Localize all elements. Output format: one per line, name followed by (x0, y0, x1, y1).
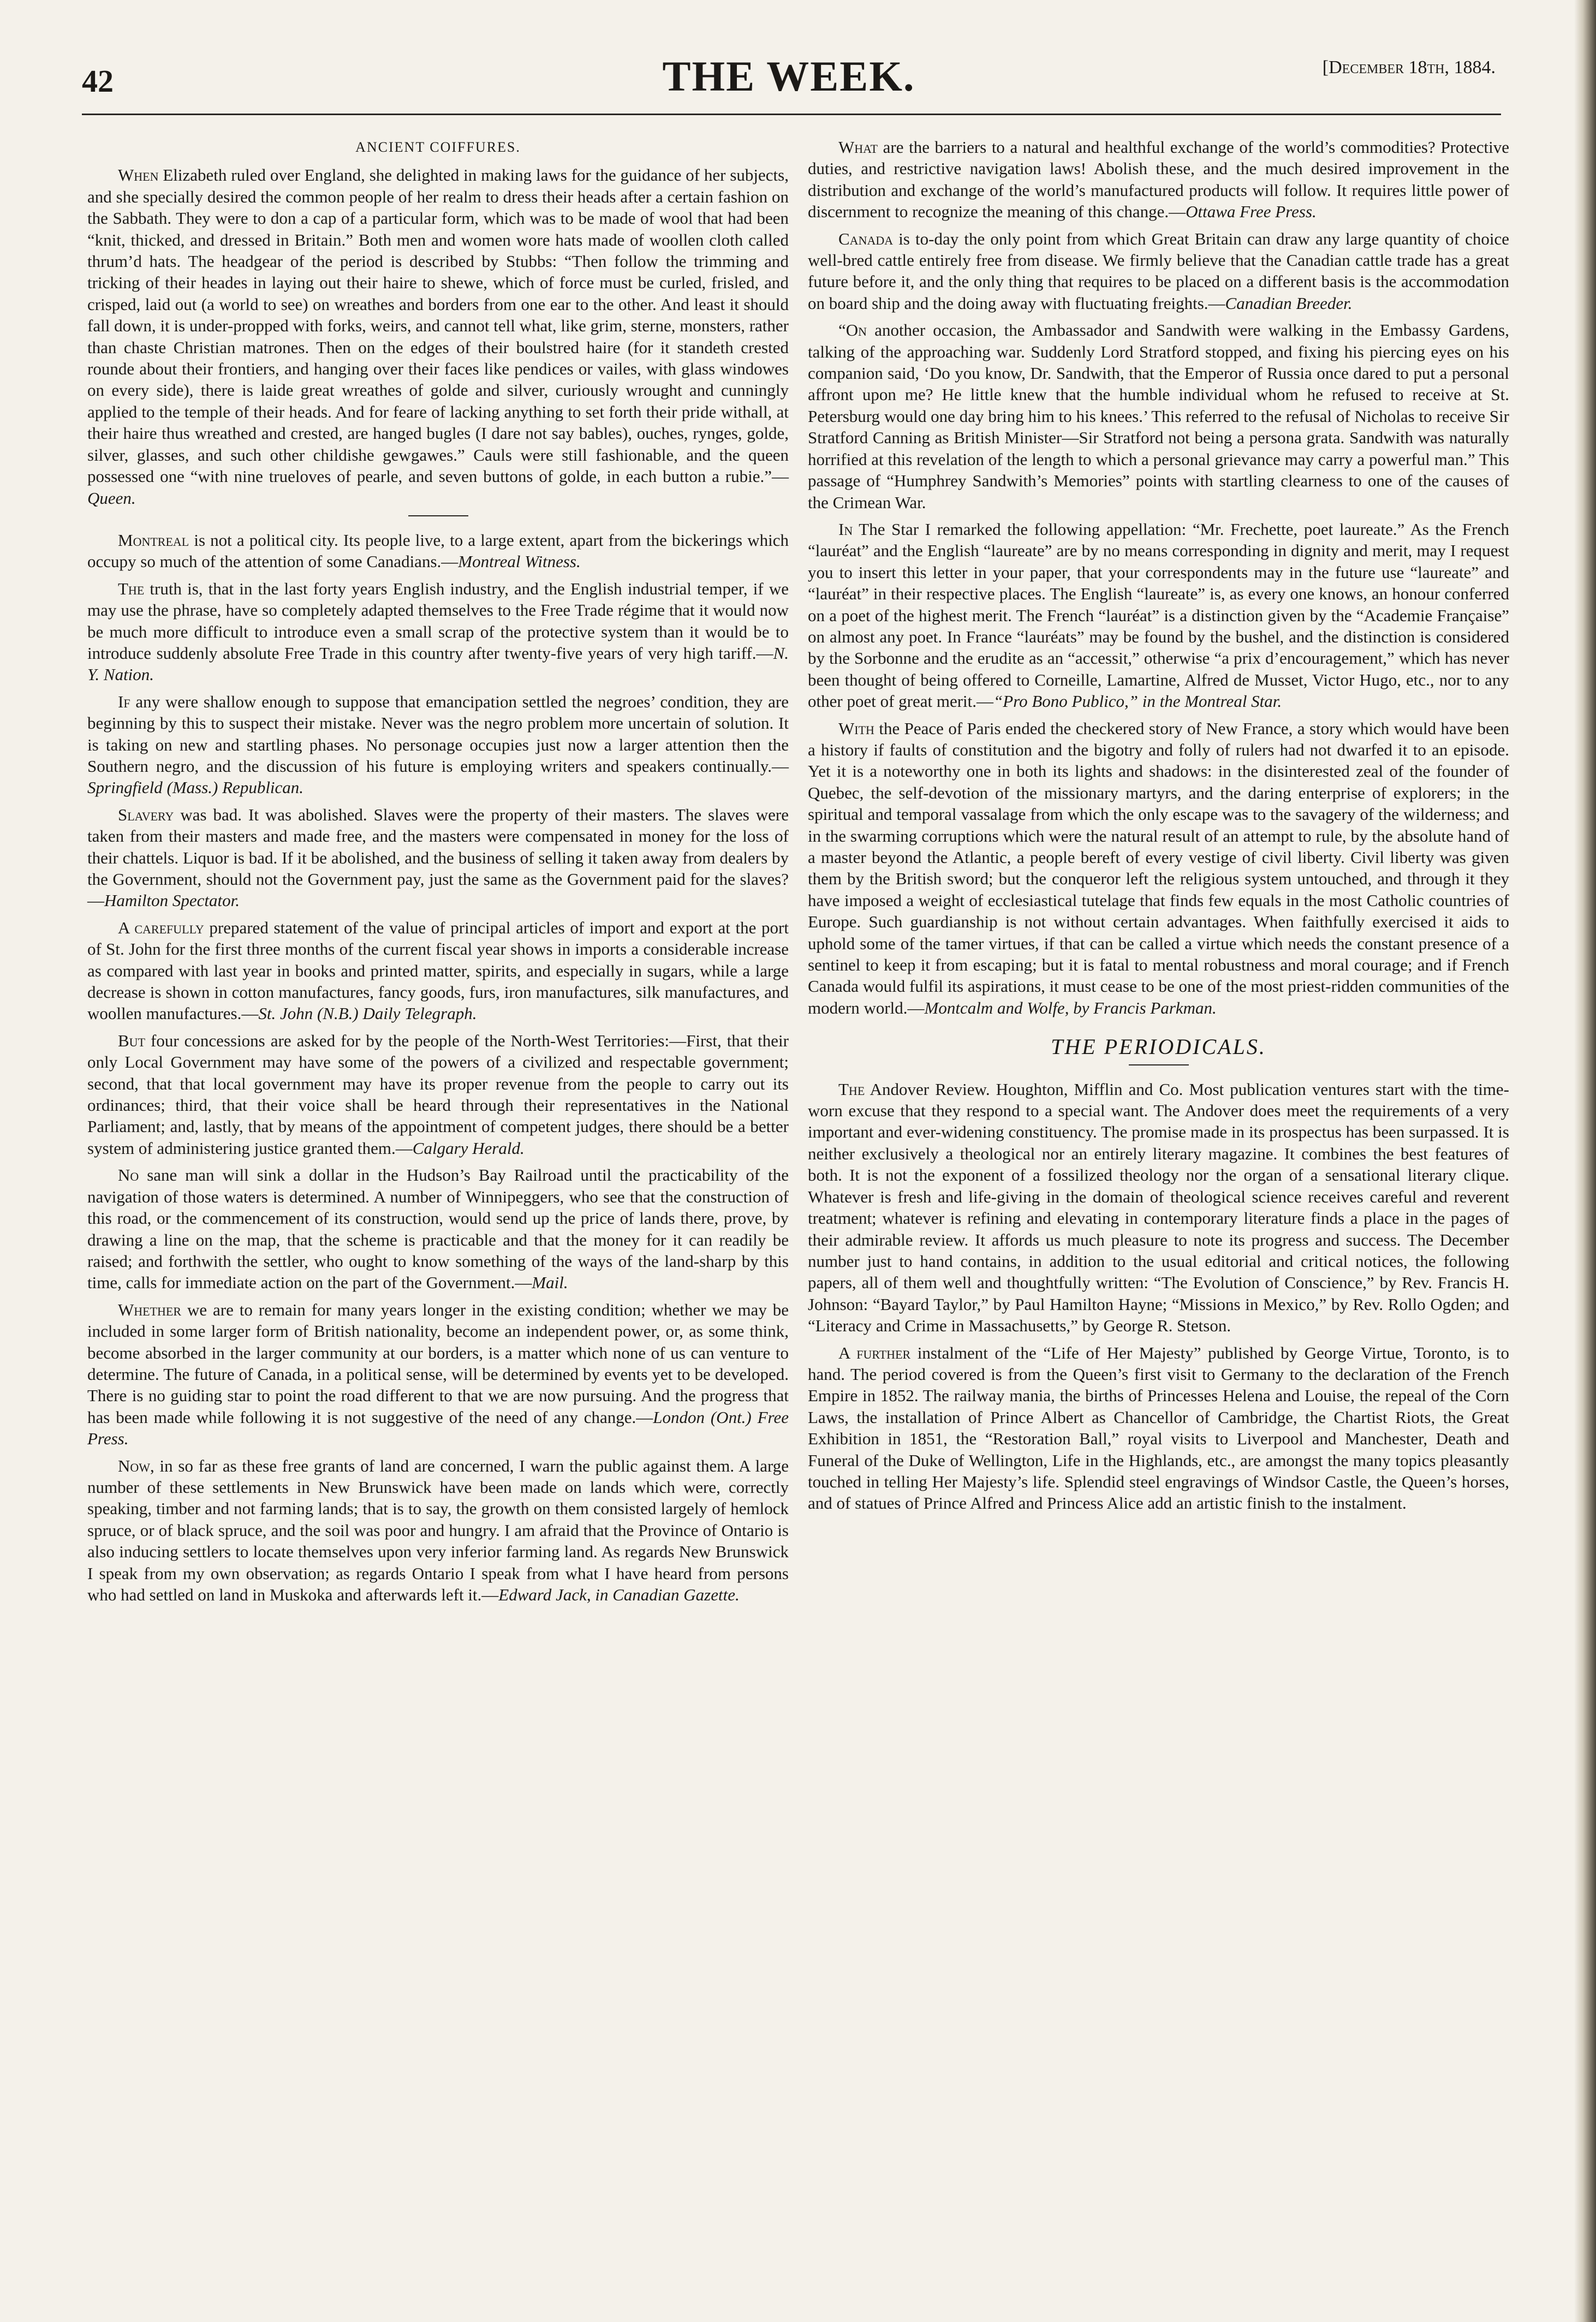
section-heading: THE PERIODICALS. (1051, 1034, 1266, 1059)
paragraph: Whether we are to remain for many years longer in the existing condition; whether we may be included in some larger form of British nationality, become an independent power, or, as some think, become absorbed in the larger community at our borders, is a matter which none of us can venture to determine. The future of Canada, in a political sense, will be determined by events yet to be developed. There is no guiding star to point the road different to that we are now pursuing. And the progress that has been made while following it is not suggestive of the need of any change.—London (Ont.) Free Press. (87, 1300, 789, 1449)
paragraph: Slavery was bad. It was abolished. Slaves were the property of their masters. The slaves were taken from their masters and made free, and the masters were compensated in money for the loss of their chattels. Liquor is bad. If it be abolished, and the business of selling it taken away from dealers by the Government, should not the Government pay, just the same as the Government paid for the slaves?—Hamilton Spectator. (87, 805, 789, 910)
paragraph: If any were shallow enough to suppose that emancipation settled the negroes’ condition, they are beginning by this to suspect their mistake. Never was the negro problem more uncertain of solution. It is taking on new and startling phases. No personage occupies just now a larger attention then the Southern negro, and the discussion of his future is employing writers and speakers continually.—Springfield (Mass.) Republican. (87, 692, 789, 797)
paragraph: “On another occasion, the Ambassador and Sandwith were walking in the Embassy Gardens, talking of the approaching war. Suddenly Lord Stratford stopped, and fixing his piercing eyes on his companion said, ‘Do you know, Dr. Sandwith, that the Emperor of Russia once dared to put a personal affront upon me? He little knew that the humble individual whom he refused to receive at St. Petersburg would one day bring him to his knees.’ This referred to the refusal of Nicholas to receive Sir Stratford Canning as British Minister—Sir Stratford not being a persona grata. Sandwith was naturally horrified at this revelation of the length to which a personal grievance may carry a powerful man.” This passage of “Humphrey Sandwith’s Memories” points with startling clearness to one of the causes of the Crimean War. (808, 320, 1509, 512)
paragraph: When Elizabeth ruled over England, she delighted in making laws for the guidance of her subjects, and she specially desired the common people of her realm to dress their heads after a certain fashion on the Sabbath. They were to don a cap of a particular form, which was to be made of wool that had been “knit, thicked, and dressed in Britain.” Both men and women wore hats made of woollen cloth called thrum’d hats. The headgear of the period is described by Stubbs: “Then follow the trimming and tricking of their heades in laying out their haire to shewe, which of force must be curled, frisled, and crisped, laid out (a world to see) on wreathes and borders from one ear to the other. And least it should fall down, it is under-propped with forks, weirs, and cannot tell what, like grim, sterne, monsters, rather than chaste Christian matrones. Then on the edges of their boulstred haire (for it standeth crested rounde about their frontiers, and hanging over their faces like pendices or vailes, with glass windowes on every side), there is laide great wreathes of golde and silver, curiously wrought and cunningly applied to the temple of their heads. And for feare of lacking anything to set forth their pride withall, at their haire thus wreathed and crested, are hanged bugles (I dare not say bables), ouches, rynges, golde, silver, glasses, and such other childishe gewgawes.” Cauls were still fashionable, and the queen possessed one “with nine trueloves of pearle, and seven buttons of golde, in each button a rubie.”—Queen. (87, 165, 789, 508)
paragraph: A further instalment of the “Life of Her Majesty” published by George Virtue, Toronto, is to hand. The period covered is from the Queen’s first visit to Germany to the declaration of the French Empire in 1852. The railway mania, the births of Princesses Helena and Louise, the repeal of the Corn Laws, the installation of Prince Albert as Chancellor of Cambridge, the Chartist Riots, the Great Exhibition in 1851, the “Restoration Ball,” royal visits to Liverpool and Manchester, Death and Funeral of the Duke of Wellington, Life in the Highlands, etc., are amongst the many topics pleasantly touched in telling Her Majesty’s life. Splendid steel engravings of Windsor Castle, the Queen’s horses, and of statues of Prince Alfred and Princess Alice add an artistic finish to the instalment. (808, 1343, 1509, 1513)
paragraph: With the Peace of Paris ended the checkered story of New France, a story which would have been a history if faults of constitution and the bigotry and folly of rulers had not dwarfed it to an episode. Yet it is a noteworthy one in both its lights and shadows: in the disinterested zeal of the founder of Quebec, the self-devotion of the missionary martyrs, and the daring enterprise of explorers; in the spiritual and temporal vassalage from which the only escape was to the savagery of the wilderness; and in the swarming corruptions which were the natural result of an attempt to rule, by the absolute hand of a master beyond the Atlantic, a people bereft of every vestige of civil liberty. Civil liberty was given them by the British sword; but the conqueror left the religious system untouched, and through it they have imposed a weight of ecclesiastical tutelage that finds few equals in the most Catholic countries of Europe. Such guardianship is not without certain advantages. When faithfully exercised it aids to uphold some of the tamer virtues, if that can be called a virtue which needs the constant presence of a sentinel to keep it from escaping; but it is fatal to mental robustness and moral courage; and if French Canada would fulfil its aspirations, it must cease to be one of the most priest-ridden communities of the modern world.—Montcalm and Wolfe, by Francis Parkman. (808, 718, 1509, 1017)
header-rule (82, 114, 1501, 115)
divider (408, 515, 468, 516)
paragraph: Montreal is not a political city. Its people live, to a large extent, apart from the bickerings which occupy so much of the attention of some Canadians.—Montreal Witness. (87, 530, 789, 571)
left-column (87, 136, 789, 1611)
paragraph: No sane man will sink a dollar in the Hudson’s Bay Railroad until the practicability of the navigation of those waters is determined. A number of Winnipeggers, who see that the construction of this road, or the commencement of its construction, would send up the price of lands there, prove, by drawing a line on the map, that the scheme is practicable and that the money for it can readily be raised; and forthwith the settler, who ought to know something of the ways of the land-sharp by this time, calls for immediate action on the part of the Government.—Mail. (87, 1165, 789, 1293)
paragraph: In The Star I remarked the following appellation: “Mr. Frechette, poet laureate.” As the French “lauréat” and the English “laureate” are by no means corresponding in dignity and merit, may I request you to insert this letter in your paper, that your correspondents may in the future use “laureate” and “lauréat” in their respective places. The English “laureate” is, as every one knows, an honour conferred on a poet of the highest merit. The French “lauréat” is a distinction given by the “Academie Française” on almost any poet. In France “lauréats” may be found by the bushel, and the distinction is considered by the Sorbonne and the erudite as an “accessit,” otherwise “a prix d’encouragement,” which has never been thought of being offered to Corneille, Lamartine, Alfred de Musset, Victor Hugo, etc., nor to any other poet of great merit.—“Pro Bono Publico,” in the Montreal Star. (808, 519, 1509, 711)
paragraph: A carefully prepared statement of the value of principal articles of import and export at the port of St. John for the first three months of the current fiscal year shows in imports a considerable increase as compared with last year in books and printed matter, spirits, and especially in sugars, while a large decrease is shown in cotton manufactures, fancy goods, furs, iron manufactures, silk manufactures, and woollen manufactures.—St. John (N.B.) Daily Telegraph. (87, 918, 789, 1023)
paragraph: Canada is to-day the only point from which Great Britain can draw any large quantity of choice well-bred cattle entirely free from disease. We firmly believe that the Canadian cattle trade has a great future before it, and the only thing that requires to be placed on a different basis is the accommodation on board ship and the doing away with fluctuating freights.—Canadian Breeder. (808, 229, 1509, 313)
right-column (808, 136, 1509, 1520)
masthead: THE WEEK. (662, 52, 915, 100)
paragraph: The truth is, that in the last forty years English industry, and the English industrial temper, if we may use the phrase, have so completely adapted themselves to the Free Trade régime that it would now be much more difficult to introduce even a small scrap of the protective system than it would be to introduce suddenly absolute Free Trade in this country after twenty-five years of very high tariff.—N. Y. Nation. (87, 579, 789, 684)
paragraph: The Andover Review. Houghton, Mifflin and Co. Most publication ventures start with the time-worn excuse that they respond to a special want. The Andover does meet the requirements of a very important and ever-widening constituency. The promise made in its prospectus has been surpassed. It is neither exclusively a theological nor an entirely literary magazine. It combines the best features of both. It is not the exponent of a fossilized theology nor the organ of a sensational literary clique. Whatever is fresh and life-giving in the domain of theological science receives careful and reverent treatment; whatever is refining and elevating in contemporary literature finds a place in the pages of their admirable review. It affords us much pleasure to note its progress and success. The December number just to hand contains, in addition to the usual editorial and critical notices, the following papers, all of them well and thoughtfully written: “The Evolution of Conscience,” by Rev. Francis H. Johnson: “Bayard Taylor,” by Paul Hamilton Hayne; “Missions in Mexico,” by Rev. Rollo Ogden; and “Literacy and Crime in Massachusetts,” by George R. Stetson. (808, 1079, 1509, 1336)
divider (1129, 1064, 1189, 1065)
article-heading: ANCIENT COIFFURES. (355, 139, 521, 155)
page-edge-shadow (1574, 0, 1596, 2322)
page-header (82, 52, 1496, 112)
paragraph: But four concessions are asked for by the people of the North-West Territories:—First, that their only Local Government may have some of the powers of a civilized and respectable government; second, that that local government may have its proper revenue from the people to carry out its ordinances; third, that their voice shall be heard through their representatives in the National Parliament; and, lastly, that by means of the appointment of competent judges, there should be a better system of administering justice granted them.—Calgary Herald. (87, 1031, 789, 1158)
paragraph: What are the barriers to a natural and healthful exchange of the world’s commodities? Protective duties, and restrictive navigation laws! Abolish these, and the much desired improvement in the distribution and exchange of the world’s manufactured products will follow. It requires little power of discernment to recognize the meaning of this change.—Ottawa Free Press. (808, 138, 1509, 222)
issue-date: [December 18th, 1884. (1322, 57, 1496, 78)
page-number: 42 (82, 63, 114, 99)
paragraph: Now, in so far as these free grants of land are concerned, I warn the public against them. A large number of these settlements in New Brunswick have been made on lands which were, correctly speaking, timber and not farming lands; that is to say, the growth on them consisted largely of hemlock spruce, or of black spruce, and the soil was poor and hungry. I am afraid that the Province of Ontario is also inducing settlers to locate themselves upon very inferior farming land. As regards New Brunswick I speak from my own observation; as regards Ontario I speak from what I have heard from persons who had settled on land in Muskoka and afterwards left it.—Edward Jack, in Canadian Gazette. (87, 1456, 789, 1604)
